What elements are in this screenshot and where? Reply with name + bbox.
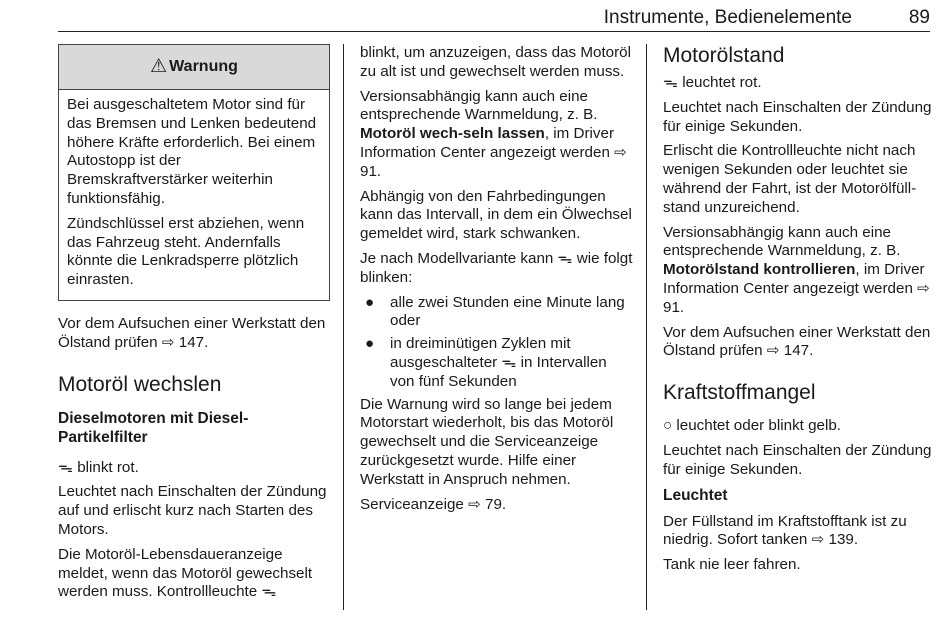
version-text-a: Versionsabhängig kann auch eine entsprechende Warnmeldung, z. B. (663, 223, 901, 260)
bullet-icon: ● (365, 293, 375, 311)
warning-body (59, 90, 329, 300)
ignition-text: Leuchtet nach Einschalten der Zündung auf und erlischt kurz nach Starten des Motors. (58, 483, 327, 538)
warning-repeat-text: Die Warnung wird so lange bei jedem Motorstart wiederholt, bis das Motoröl gewechselt und die Serviceanzeige zurückgesetzt wurde. Hilfe einer Werkstatt in Anspruch nehmen. (360, 395, 614, 488)
never-empty-text: Tank nie leer fahren. (663, 556, 801, 574)
warning-title: Warnung (169, 57, 238, 75)
warning-text-1: Bei ausgeschaltetem Motor sind für das Bremsen und Lenken bedeutend höhere Kräfte erforderlich. Bei einem Autostopp ist der Bremskraftverstärker weiterhin funktionsfähig. (67, 96, 317, 207)
column-left (58, 44, 330, 608)
heading-low-fuel: Kraftstoffmangel (663, 381, 816, 405)
oil-old-text: blinkt, um anzuzeigen, dass das Motoröl zu alt ist und gewechselt werden muss. (360, 44, 631, 80)
list-item (360, 294, 635, 332)
oil-life-text: Die Motoröl-Lebensdaueranzeige meldet, wenn das Motoröl gewechselt werden muss. Kontrollleuchte ᯓ (58, 545, 313, 601)
fuel-yellow-text: ○ leuchtet oder blinkt gelb. (663, 417, 842, 435)
warning-box (58, 44, 330, 301)
version-text-b: , im Driver Information Center angezeigt werden ⇨ 91. (663, 261, 930, 316)
heading-oil-change: Motoröl wechslen (58, 372, 222, 396)
ignition-text: Leuchtet nach Einschalten der Zündung für einige Sekunden. (663, 98, 932, 135)
ignition-text: Leuchtet nach Einschalten der Zündung für einige Sekunden. (663, 441, 932, 478)
message-check-oil: Motorölstand kontrollieren (663, 261, 856, 279)
subheading-diesel: Dieselmotoren mit Diesel-Partikelfilter (58, 409, 249, 446)
version-warning-text (360, 88, 635, 182)
version-text-b: , im Driver Information Center angezeigt werden ⇨ 91. (360, 125, 627, 180)
service-display-link[interactable]: Serviceanzeige ⇨ 79. (360, 495, 507, 513)
oil-red-text: ᯓ leuchtet rot. (663, 74, 762, 91)
version-text-a: Versionsabhängig kann auch eine entsprechende Warnmeldung, z. B. (360, 87, 598, 124)
column-divider (646, 44, 647, 610)
message-oil-change: Motoröl wech-seln lassen (360, 125, 545, 143)
page-header (58, 0, 930, 32)
interval-text: Abhängig von den Fahrbedingungen kann das Intervall, in dem ein Ölwechsel gemeldet wird, stark schwanken. (360, 187, 632, 243)
bullet-icon: ● (365, 335, 375, 353)
list-item-text: alle zwei Stunden eine Minute lang oder (390, 293, 625, 330)
heading-oil-level: Motorölstand (663, 44, 785, 67)
warning-text-2: Zündschlüssel erst abziehen, wenn das Fahrzeug steht. Andernfalls könnte die Lenkradsperre plötzlich einrasten. (67, 214, 305, 289)
column-right (663, 44, 935, 581)
version-warning-text (663, 224, 935, 318)
oil-insufficient-text: Erlischt die Kontrollleuchte nicht nach wenigen Sekunden oder leuchtet sie während der Fahrt, ist der Motorölfüllstand unzureichend. (663, 142, 917, 216)
section-title: Instrumente, Bedienelemente (603, 7, 852, 28)
warning-header (59, 45, 329, 90)
blink-pattern-list (360, 294, 635, 392)
oil-blink-text: ᯓ blinkt rot. (58, 458, 139, 476)
column-middle (360, 44, 635, 520)
warning-triangle-icon: ⚠ (150, 55, 168, 77)
list-item (360, 335, 635, 391)
oil-check-text: Vor dem Aufsuchen einer Werkstatt den Ölstand prüfen ⇨ 147. (58, 314, 326, 351)
list-item-text: in dreiminütigen Zyklen mit ausgeschalteter ᯓ in Intervallen von fünf Sekunden (390, 335, 607, 390)
subheading-lights: Leuchtet (663, 486, 728, 504)
column-divider (343, 44, 344, 610)
fuel-low-text: Der Füllstand im Kraftstofftank ist zu niedrig. Sofort tanken ⇨ 139. (663, 512, 907, 549)
page-number: 89 (908, 7, 930, 28)
oil-check-text: Vor dem Aufsuchen einer Werkstatt den Ölstand prüfen ⇨ 147. (663, 323, 931, 360)
model-variant-text: Je nach Modellvariante kann ᯓ wie folgt blinken: (360, 249, 633, 286)
